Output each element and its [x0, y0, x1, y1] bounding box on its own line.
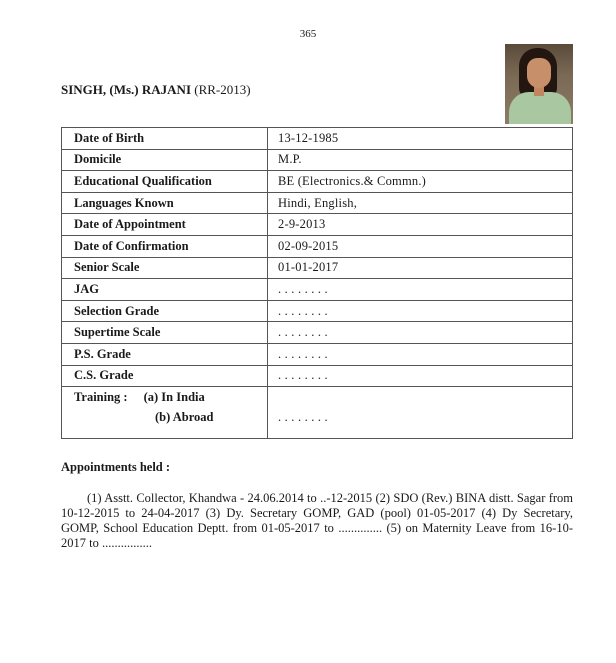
- details-body: [62, 128, 573, 387]
- appointments-title: Appointments held :: [61, 460, 171, 474]
- detail-value: 13-12-1985: [268, 128, 573, 150]
- detail-value: Hindi, English,: [268, 192, 573, 214]
- details-row: [62, 279, 573, 301]
- detail-label: C.S. Grade: [62, 365, 268, 387]
- details-table: [61, 127, 573, 439]
- detail-value: BE (Electronics.& Commn.): [268, 171, 573, 193]
- details-row: [62, 300, 573, 322]
- officer-name: SINGH, (Ms.) RAJANI: [61, 82, 191, 97]
- training-abroad-label-cell: [62, 408, 268, 439]
- detail-label: Date of Birth: [62, 128, 268, 150]
- training-india-label: (a) In India: [143, 389, 205, 404]
- training-abroad-row: [62, 408, 573, 439]
- detail-label: JAG: [62, 279, 268, 301]
- detail-label: Senior Scale: [62, 257, 268, 279]
- training-india-row: [62, 387, 573, 408]
- training-abroad-value: . . . . . . . .: [268, 408, 573, 439]
- detail-value: . . . . . . . .: [268, 343, 573, 365]
- details-row: [62, 235, 573, 257]
- details-row: [62, 343, 573, 365]
- details-row: [62, 257, 573, 279]
- detail-label: P.S. Grade: [62, 343, 268, 365]
- photo-body: [509, 92, 571, 124]
- detail-value: M.P.: [268, 149, 573, 171]
- officer-photo: [505, 44, 573, 124]
- training-india-label-cell: [62, 387, 268, 408]
- details-row: [62, 192, 573, 214]
- training-body: [62, 387, 573, 439]
- detail-label: Languages Known: [62, 192, 268, 214]
- details-row: [62, 214, 573, 236]
- detail-label: Date of Appointment: [62, 214, 268, 236]
- detail-label: Supertime Scale: [62, 322, 268, 344]
- detail-value: 2-9-2013: [268, 214, 573, 236]
- detail-value: . . . . . . . .: [268, 279, 573, 301]
- detail-value: 02-09-2015: [268, 235, 573, 257]
- training-india-value: [268, 387, 573, 408]
- photo-face: [527, 58, 551, 88]
- detail-value: . . . . . . . .: [268, 322, 573, 344]
- training-label: Training :: [74, 389, 128, 404]
- training-abroad-label: (b) Abroad: [155, 409, 214, 424]
- detail-label: Date of Confirmation: [62, 235, 268, 257]
- detail-label: Domicile: [62, 149, 268, 171]
- officer-batch: (RR-2013): [194, 82, 251, 97]
- page-number: 365: [299, 28, 317, 40]
- detail-value: 01-01-2017: [268, 257, 573, 279]
- detail-value: . . . . . . . .: [268, 300, 573, 322]
- detail-label: Selection Grade: [62, 300, 268, 322]
- details-row: [62, 128, 573, 150]
- detail-value: . . . . . . . .: [268, 365, 573, 387]
- details-row: [62, 365, 573, 387]
- detail-label: Educational Qualification: [62, 171, 268, 193]
- details-row: [62, 322, 573, 344]
- details-row: [62, 171, 573, 193]
- details-row: [62, 149, 573, 171]
- officer-name-line: [61, 82, 251, 98]
- appointments-text: (1) Asstt. Collector, Khandwa - 24.06.2014 to ..-12-2015 (2) SDO (Rev.) BINA distt. Sagar from 10-12-2015 to 24-04-2017 (3) Dy. Secretary GOMP, GAD (pool) 01-05-2017 (4) Dy Secretary, GOMP, School Education Deptt. from 01-05-2017 to .............. (5) on Maternity Leave from 16-10-2017 to ................: [61, 491, 573, 550]
